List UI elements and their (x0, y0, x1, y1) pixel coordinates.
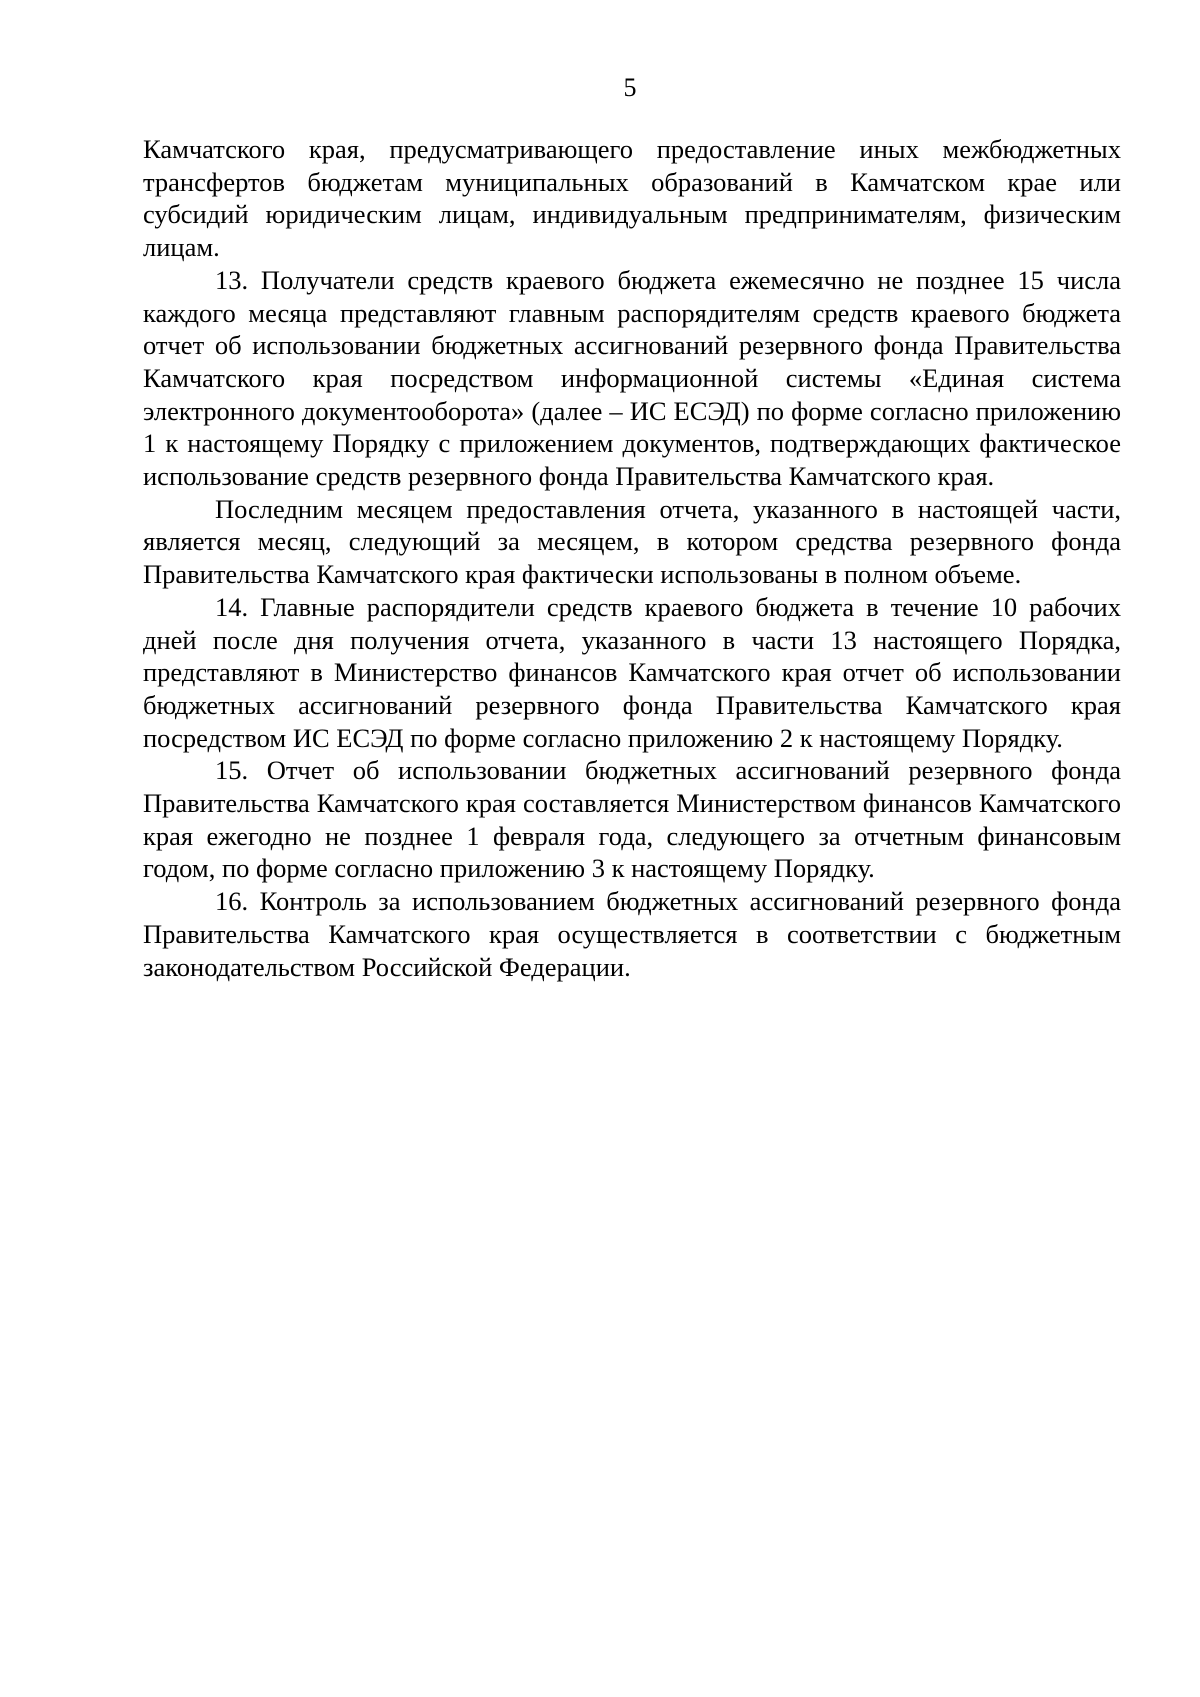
document-body (143, 133, 1121, 983)
paragraph-item-14: 14. Главные распорядители средств краевого бюджета в течение 10 рабочих дней после дня получения отчета, указанного в части 13 настоящего Порядка, представляют в Министерство финансов Камчатского края отчет об использовании бюджетных ассигнований резервного фонда Правительства Камчатского края посредством ИС ЕСЭД по форме согласно приложению 2 к настоящему Порядку. (143, 591, 1121, 753)
page-number: 5 (623, 73, 637, 102)
paragraph-continuation: Камчатского края, предусматривающего предоставление иных межбюджетных трансфертов бюджетам муниципальных образований в Камчатском крае или субсидий юридическим лицам, индивидуальным предпринимателям, физическим лицам. (143, 134, 1121, 263)
paragraph-item-16: 16. Контроль за использованием бюджетных ассигнований резервного фонда Правительства Камчатского края осуществляется в соответствии с бюджетным законодательством Российской Федерации. (143, 886, 1121, 982)
paragraph-item-13: 13. Получатели средств краевого бюджета ежемесячно не позднее 15 числа каждого месяца представляют главным распорядителям средств краевого бюджета отчет об использовании бюджетных ассигнований резервного фонда Правительства Камчатского края посредством информационной системы «Единая система электронного документооборота» (далее – ИС ЕСЭД) по форме согласно приложению 1 к настоящему Порядку с приложением документов, подтверждающих фактическое использование средств резервного фонда Правительства Камчатского края. (143, 264, 1121, 492)
paragraph-item-15: 15. Отчет об использовании бюджетных ассигнований резервного фонда Правительства Камчатского края составляется Министерством финансов Камчатского края ежегодно не позднее 1 февраля года, следующего за отчетным финансовым годом, по форме согласно приложению 3 к настоящему Порядку. (143, 755, 1121, 884)
paragraph-item-13-part-2: Последним месяцем предоставления отчета, указанного в настоящей части, является месяц, следующий за месяцем, в котором средства резервного фонда Правительства Камчатского края фактически использованы в полном объеме. (143, 493, 1121, 590)
